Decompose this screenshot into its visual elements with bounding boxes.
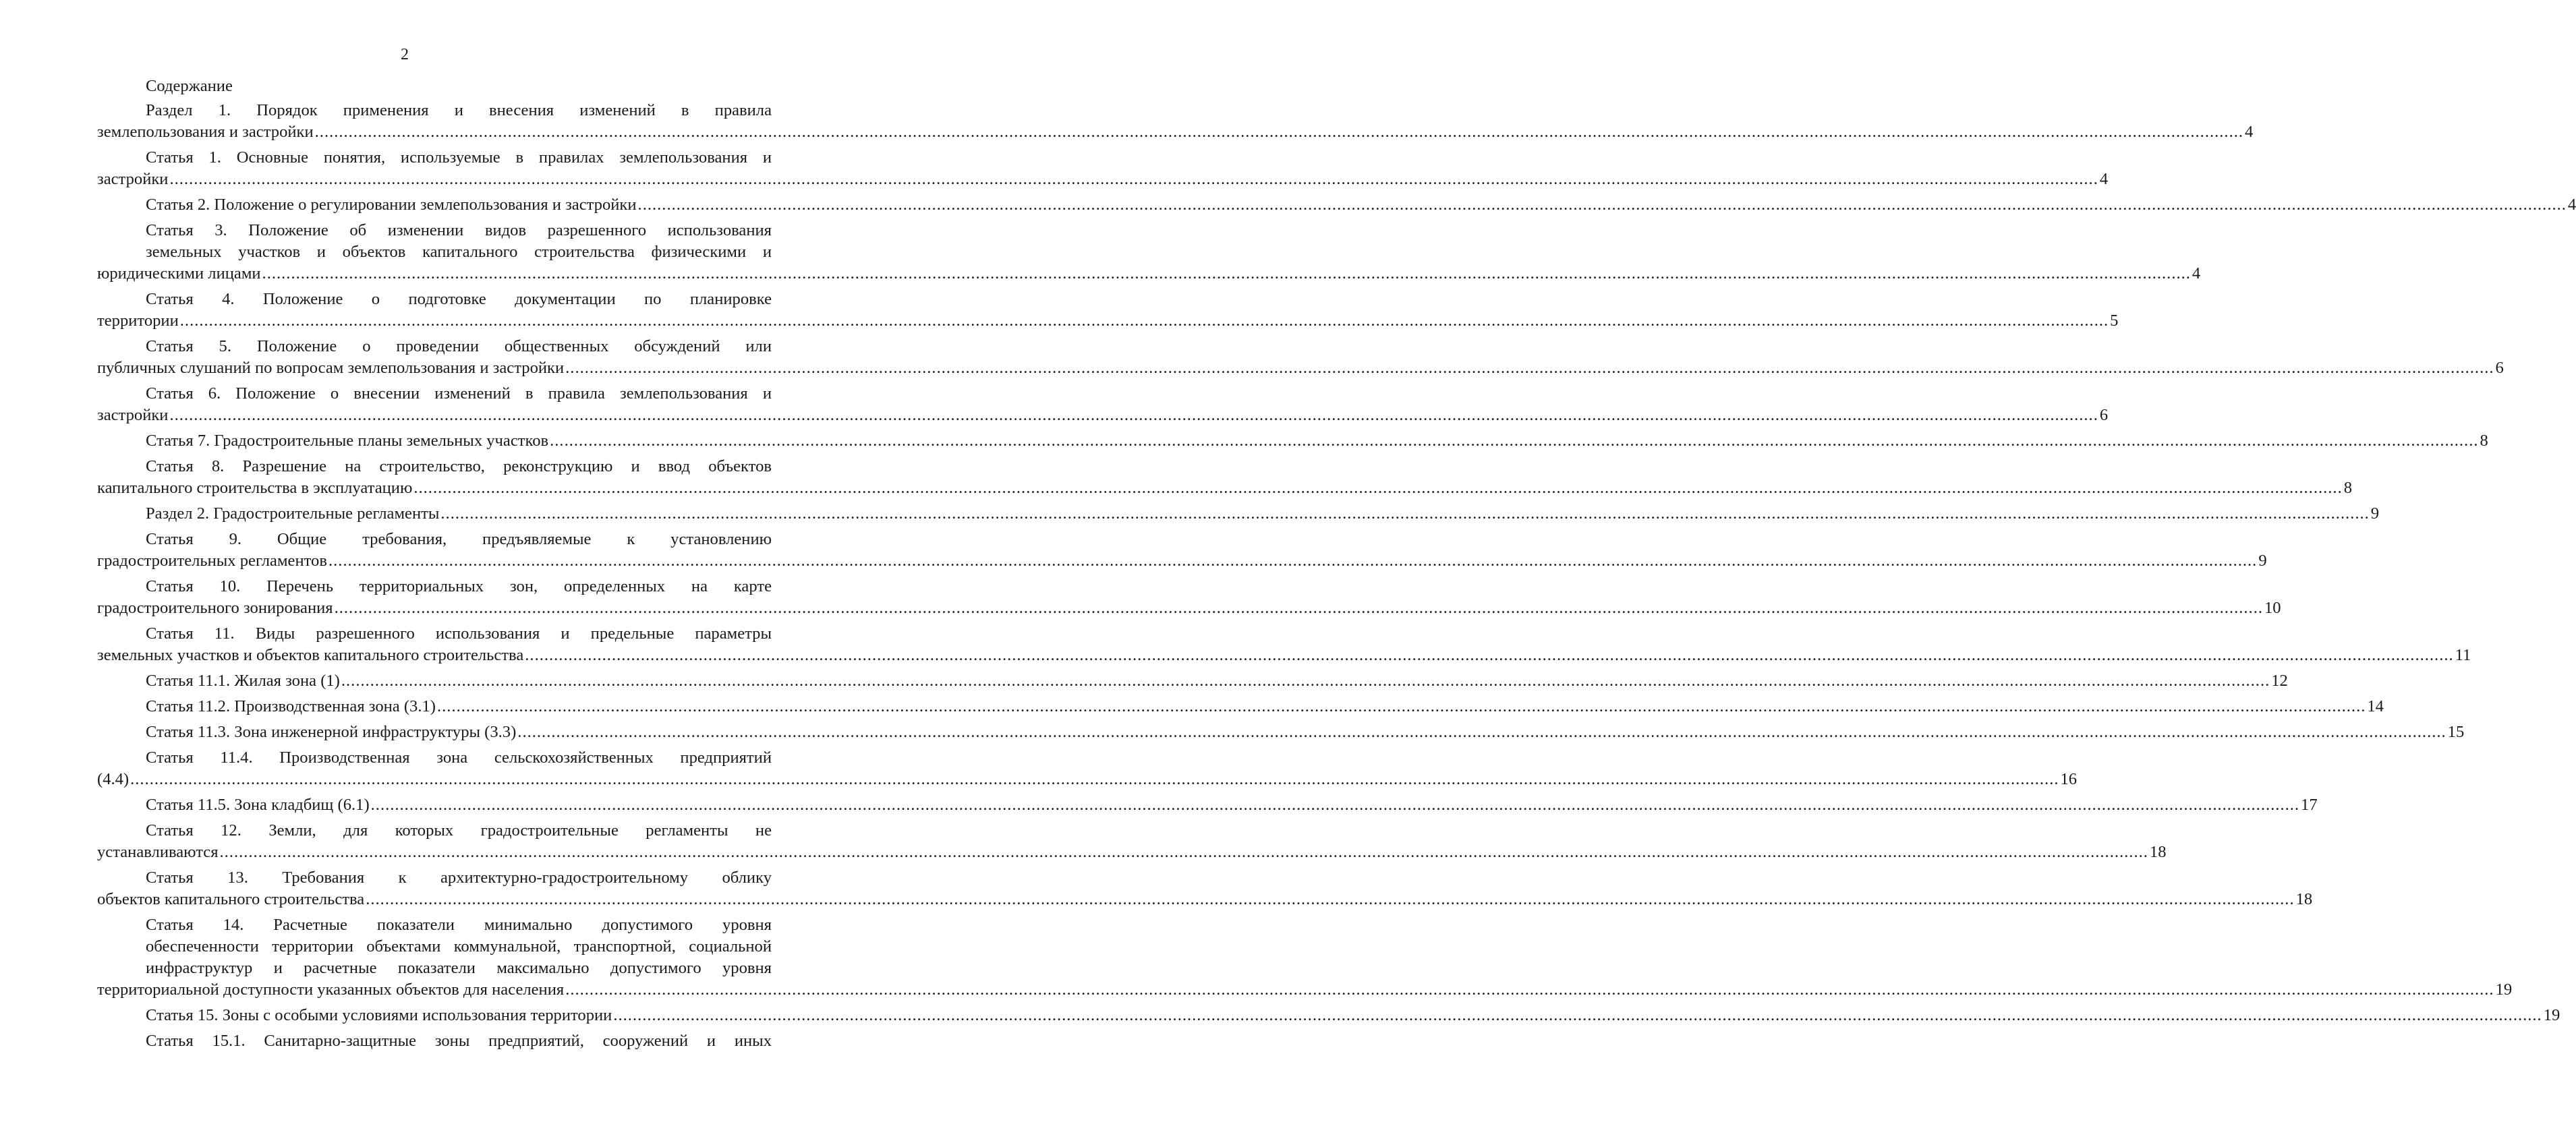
- toc-entry[interactable]: [97, 456, 2353, 499]
- toc-dot-leader: ................................................................................................................................................................................................................................................................................................................................................................................................................: [437, 697, 2366, 715]
- toc-dot-leader: ................................................................................................................................................................................................................................................................................................................................................................................................................: [366, 890, 2295, 908]
- page-number: 2: [401, 46, 409, 63]
- toc-entry[interactable]: [97, 220, 2201, 285]
- toc-entry-line: Статья 9. Общие требования, предъявляемые к установлению: [146, 530, 772, 548]
- toc-entry-trailing: [97, 1030, 772, 1052]
- toc-dot-leader: ................................................................................................................................................................................................................................................................................................................................................................................................................: [314, 123, 2244, 141]
- toc-entry[interactable]: [97, 696, 2384, 717]
- toc-entry-line: Статья 10. Перечень территориальных зон, определенных на карте: [146, 577, 772, 595]
- toc-entry[interactable]: [97, 503, 2380, 525]
- toc-page-number: 5: [2110, 312, 2119, 330]
- toc-entry-line: Статья 12. Земли, для которых градостроительные регламенты не: [146, 821, 772, 840]
- toc-entry-line: инфраструктур и расчетные показатели максимально допустимого уровня: [146, 959, 772, 977]
- toc-entry-title: Статья 15. Зоны с особыми условиями использования территории: [146, 1006, 612, 1024]
- toc-entry-line: Статья 8. Разрешение на строительство, реконструкцию и ввод объектов: [146, 457, 772, 475]
- toc-entry-title: земельных участков и объектов капитального строительства: [97, 646, 524, 664]
- toc-entry-last-line: [97, 842, 2167, 863]
- toc-dot-leader: ................................................................................................................................................................................................................................................................................................................................................................................................................: [440, 504, 2370, 523]
- toc-entries: [97, 100, 2576, 1026]
- toc-entry-line: Статья 3. Положение об изменении видов разрешенного использования: [146, 221, 772, 239]
- toc-entry-title: Статья 11.3. Зона инженерной инфраструктуры (3.3): [146, 723, 517, 741]
- toc-entry[interactable]: [97, 914, 2513, 1001]
- toc-dot-leader: ................................................................................................................................................................................................................................................................................................................................................................................................................: [413, 479, 2343, 497]
- toc-entry-last-line: [97, 503, 2380, 525]
- toc-entry-title: Раздел 2. Градостроительные регламенты: [146, 504, 440, 523]
- toc-dot-leader: ................................................................................................................................................................................................................................................................................................................................................................................................................: [328, 552, 2258, 570]
- toc-page-number: 8: [2343, 479, 2353, 497]
- toc-dot-leader: ................................................................................................................................................................................................................................................................................................................................................................................................................: [550, 432, 2479, 450]
- toc-dot-leader: ................................................................................................................................................................................................................................................................................................................................................................................................................: [130, 770, 2059, 788]
- toc-dot-leader: ................................................................................................................................................................................................................................................................................................................................................................................................................: [179, 312, 2109, 330]
- toc-page-number: 6: [2495, 359, 2504, 377]
- toc-page-number: 10: [2264, 599, 2281, 617]
- toc-entry-title: территории: [97, 312, 179, 330]
- toc-entry-title: публичных слушаний по вопросам землепользования и застройки: [97, 359, 565, 377]
- toc-dot-leader: ................................................................................................................................................................................................................................................................................................................................................................................................................: [637, 196, 2567, 214]
- toc-page-number: 16: [2060, 770, 2078, 788]
- toc-entry[interactable]: [97, 576, 2281, 619]
- toc-entry-title: Статья 11.1. Жилая зона (1): [146, 672, 340, 690]
- toc-entry[interactable]: [97, 194, 2576, 216]
- toc-entry[interactable]: [97, 670, 2288, 692]
- toc-page-number: 4: [2567, 196, 2576, 214]
- toc-entry[interactable]: [97, 1005, 2560, 1026]
- toc-entry-last-line: [97, 794, 2318, 816]
- toc-page-number: 12: [2271, 672, 2288, 690]
- toc-dot-leader: ................................................................................................................................................................................................................................................................................................................................................................................................................: [169, 406, 2098, 424]
- toc-entry-last-line: [97, 769, 2078, 790]
- toc-entry-last-line: [97, 357, 2504, 379]
- toc-entry[interactable]: [97, 430, 2488, 452]
- toc-entry-line: Статья 15.1. Санитарно-защитные зоны предприятий, сооружений и иных: [146, 1032, 772, 1050]
- toc-entry-last-line: [97, 121, 2254, 143]
- toc-page-number: 17: [2301, 796, 2318, 814]
- toc-entry[interactable]: [97, 336, 2504, 379]
- toc-entry-line: Статья 4. Положение о подготовке документации по планировке: [146, 290, 772, 308]
- toc-dot-leader: ................................................................................................................................................................................................................................................................................................................................................................................................................: [334, 599, 2263, 617]
- toc-entry[interactable]: [97, 383, 2109, 426]
- toc-entry[interactable]: [97, 289, 2119, 332]
- toc-entry[interactable]: [97, 623, 2471, 666]
- toc-page-number: 6: [2099, 406, 2109, 424]
- toc-entry[interactable]: [97, 794, 2318, 816]
- toc-entry[interactable]: [97, 867, 2313, 910]
- toc-entry-line: земельных участков и объектов капитального строительства физическими и: [146, 243, 772, 261]
- toc-dot-leader: ................................................................................................................................................................................................................................................................................................................................................................................................................: [370, 796, 2300, 814]
- toc-entry[interactable]: [97, 100, 2254, 143]
- toc-entry-title: застройки: [97, 170, 169, 188]
- toc-entry-last-line: [97, 263, 2201, 285]
- toc-entry-line: Статья 14. Расчетные показатели минимально допустимого уровня: [146, 916, 772, 934]
- toc-entry[interactable]: [97, 747, 2078, 790]
- toc-entry-last-line: [97, 889, 2313, 910]
- toc-entry-line: Статья 6. Положение о внесении изменений в правила землепользования и: [146, 384, 772, 403]
- toc-dot-leader: ................................................................................................................................................................................................................................................................................................................................................................................................................: [565, 359, 2494, 377]
- toc-entry-last-line: [97, 550, 2267, 572]
- toc-entry-title: Статья 11.2. Производственная зона (3.1): [146, 697, 436, 715]
- toc-page-number: 19: [2543, 1006, 2560, 1024]
- toc-entry-title: градостроительного зонирования: [97, 599, 333, 617]
- toc-page-number: 8: [2480, 432, 2488, 450]
- toc-entry-last-line: [97, 310, 2119, 332]
- toc-dot-leader: ................................................................................................................................................................................................................................................................................................................................................................................................................: [262, 264, 2191, 283]
- toc-entry-title: (4.4): [97, 770, 130, 788]
- toc-entry-line: Статья 13. Требования к архитектурно-градостроительному облику: [146, 869, 772, 887]
- toc-entry-title: территориальной доступности указанных объектов для населения: [97, 980, 565, 999]
- toc-entry[interactable]: [97, 722, 2465, 743]
- toc-page-number: 9: [2258, 552, 2267, 570]
- toc-page-number: 11: [2455, 646, 2471, 664]
- toc-entry-last-line: [97, 979, 2513, 1001]
- toc-entry[interactable]: [97, 820, 2167, 863]
- toc-entry-title: объектов капитального строительства: [97, 890, 365, 908]
- toc-page-number: 14: [2367, 697, 2384, 715]
- toc-entry-last-line: [97, 430, 2488, 452]
- toc-dot-leader: ................................................................................................................................................................................................................................................................................................................................................................................................................: [169, 170, 2098, 188]
- toc-entry-last-line: [97, 670, 2288, 692]
- toc-entry-title: Статья 11.5. Зона кладбищ (6.1): [146, 796, 370, 814]
- toc-page-number: 4: [2245, 123, 2254, 141]
- toc-entry[interactable]: [97, 147, 2109, 190]
- toc-entry-line: Статья 1. Основные понятия, используемые в правилах землепользования и: [146, 148, 772, 167]
- toc-entry-title: капитального строительства в эксплуатацию: [97, 479, 413, 497]
- toc-entry-title: устанавливаются: [97, 843, 219, 861]
- toc-entry-last-line: [97, 645, 2471, 666]
- toc-dot-leader: ................................................................................................................................................................................................................................................................................................................................................................................................................: [341, 672, 2270, 690]
- toc-entry-line: Статья 11.4. Производственная зона сельскохозяйственных предприятий: [146, 748, 772, 767]
- toc-entry-last-line: [97, 405, 2109, 426]
- toc-entry-last-line: [97, 597, 2281, 619]
- toc-dot-leader: ................................................................................................................................................................................................................................................................................................................................................................................................................: [525, 646, 2454, 664]
- toc-entry-last-line: [97, 722, 2465, 743]
- toc-entry-line: обеспеченности территории объектами коммунальной, транспортной, социальной: [146, 937, 772, 956]
- toc-entry-title: застройки: [97, 406, 169, 424]
- toc-page-number: 18: [2149, 843, 2167, 861]
- toc-page-number: 9: [2370, 504, 2380, 523]
- toc-page-number: 4: [2099, 170, 2109, 188]
- toc-page-number: 4: [2192, 264, 2201, 283]
- toc-dot-leader: ................................................................................................................................................................................................................................................................................................................................................................................................................: [517, 723, 2446, 741]
- toc-entry-last-line: [97, 477, 2353, 499]
- toc-entry-title: юридическими лицами: [97, 264, 261, 283]
- toc-page-number: 15: [2447, 723, 2465, 741]
- toc-page-number: 19: [2495, 980, 2513, 999]
- toc-entry-title: градостроительных регламентов: [97, 552, 327, 570]
- toc-dot-leader: ................................................................................................................................................................................................................................................................................................................................................................................................................: [613, 1006, 2542, 1024]
- toc-page-number: 18: [2295, 890, 2313, 908]
- toc-dot-leader: ................................................................................................................................................................................................................................................................................................................................................................................................................: [219, 843, 2148, 861]
- toc-entry-title: Статья 7. Градостроительные планы земельных участков: [146, 432, 549, 450]
- toc-entry-last-line: [97, 696, 2384, 717]
- toc-entry[interactable]: [97, 529, 2267, 572]
- toc-entry-line: Статья 11. Виды разрешенного использования и предельные параметры: [146, 624, 772, 643]
- toc-entry-title: землепользования и застройки: [97, 123, 314, 141]
- toc-entry-line: Раздел 1. Порядок применения и внесения изменений в правила: [146, 101, 772, 119]
- toc-heading: Содержание: [146, 77, 233, 95]
- toc-entry-last-line: [97, 1005, 2560, 1026]
- toc-entry-title: Статья 2. Положение о регулировании землепользования и застройки: [146, 196, 637, 214]
- toc-entry-last-line: [97, 169, 2109, 190]
- table-of-contents: [97, 76, 2576, 1056]
- toc-dot-leader: ................................................................................................................................................................................................................................................................................................................................................................................................................: [565, 980, 2494, 999]
- toc-entry-last-line: [97, 194, 2576, 216]
- toc-entry-line: Статья 5. Положение о проведении общественных обсуждений или: [146, 337, 772, 355]
